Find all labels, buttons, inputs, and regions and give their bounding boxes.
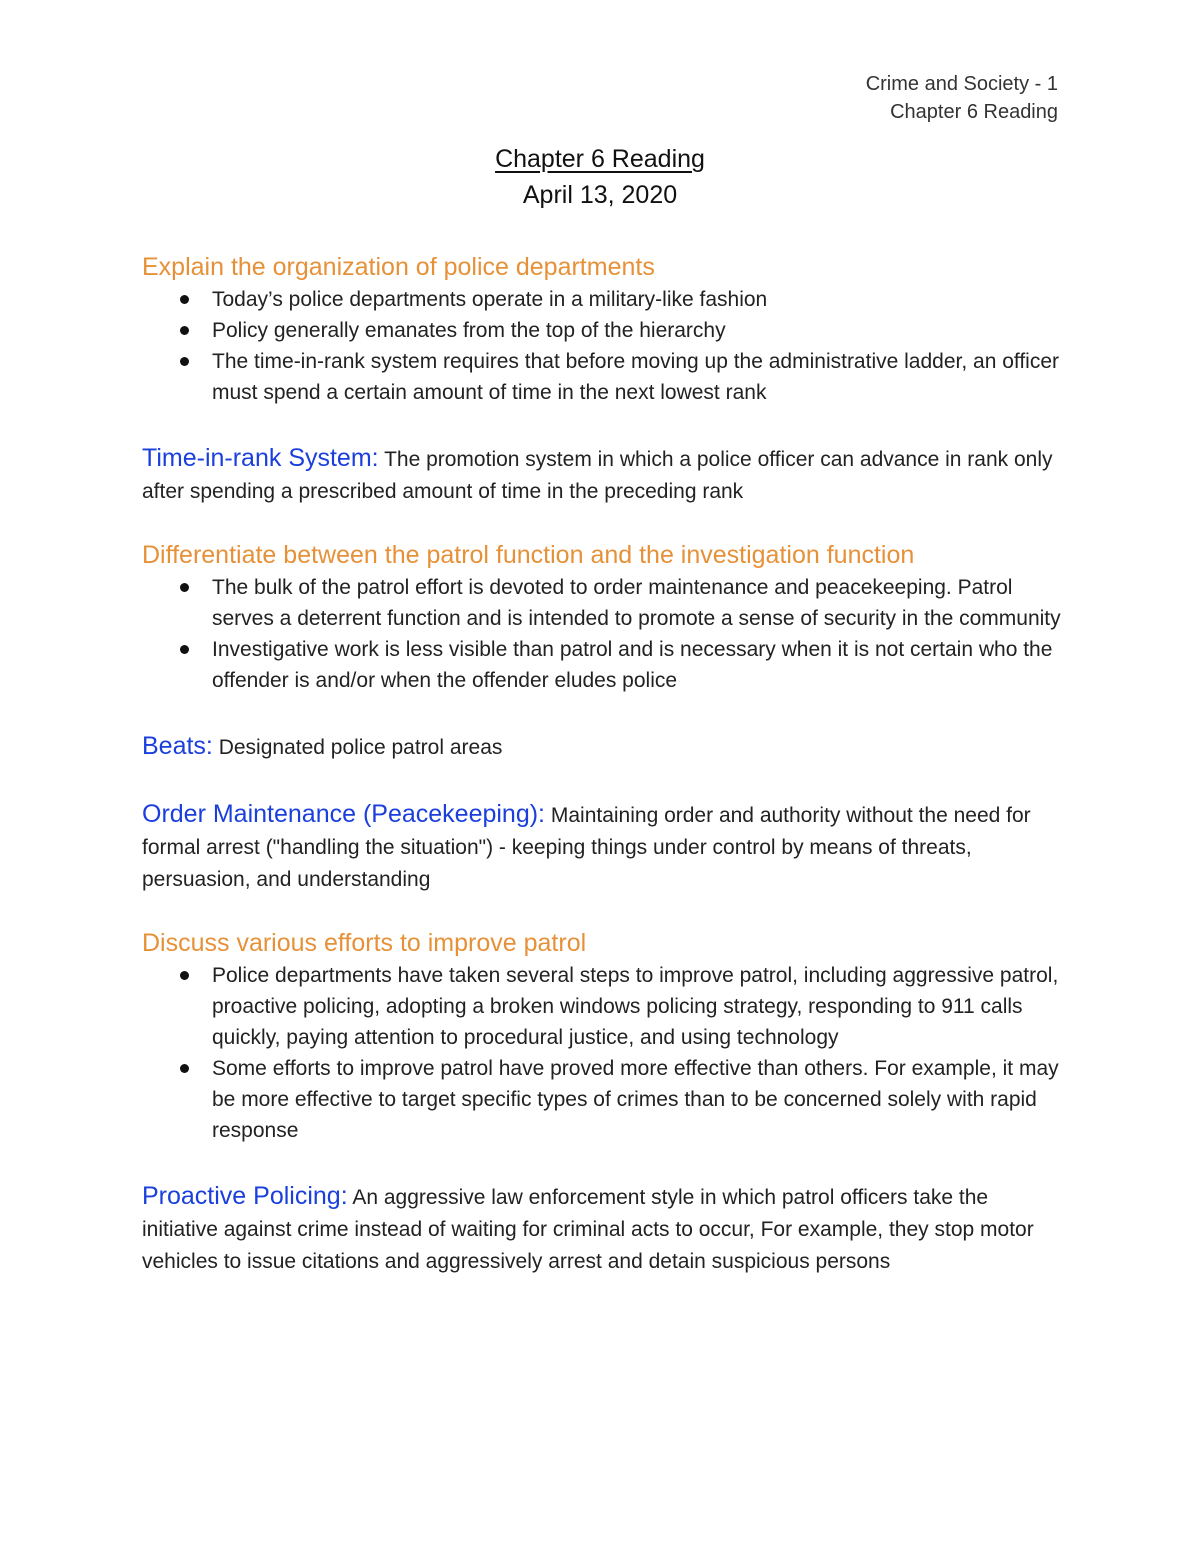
bullet-icon bbox=[180, 645, 189, 654]
list-item bbox=[142, 1053, 1062, 1146]
definition-term: Time-in-rank System: bbox=[142, 444, 379, 472]
bullet-icon bbox=[180, 1064, 189, 1073]
running-header bbox=[866, 70, 1058, 126]
section-heading-improve-patrol: Discuss various efforts to improve patrol bbox=[142, 929, 587, 957]
improve-bullet-list bbox=[142, 960, 1062, 1146]
section-heading-patrol: Differentiate between the patrol function and the investigation function bbox=[142, 541, 915, 569]
bullet-icon bbox=[180, 583, 189, 592]
bullet-text: Police departments have taken several steps to improve patrol, including aggressive patrol, proactive policing, adopting a broken windows policing strategy, responding to 911 calls quickly, paying attention to procedural justice, and using technology bbox=[212, 964, 1059, 1049]
bullet-icon bbox=[180, 295, 189, 304]
header-course: Crime and Society - 1 bbox=[865, 73, 1058, 95]
section-heading-organization: Explain the organization of police departments bbox=[142, 253, 655, 281]
definition-time-in-rank bbox=[142, 442, 1062, 508]
definition-term: Beats: bbox=[142, 732, 213, 760]
bullet-text: The bulk of the patrol effort is devoted to order maintenance and peacekeeping. Patrol serves a deterrent function and is intended to promote a sense of security in the community bbox=[212, 576, 1061, 630]
document-date: April 13, 2020 bbox=[522, 181, 678, 209]
definition-text: The promotion system in which a police officer can advance in rank only after spending a prescribed amount of time in the preceding rank bbox=[142, 448, 1053, 503]
document-title: Chapter 6 Reading bbox=[495, 145, 705, 173]
list-item bbox=[142, 572, 1062, 634]
bullet-icon bbox=[180, 971, 189, 980]
patrol-bullet-list bbox=[142, 572, 1062, 696]
definition-order-maintenance bbox=[142, 798, 1062, 896]
definition-term: Proactive Policing: bbox=[142, 1182, 348, 1210]
list-item bbox=[142, 284, 1062, 315]
organization-bullet-list bbox=[142, 284, 1062, 408]
bullet-text: Investigative work is less visible than patrol and is necessary when it is not certain who the offender is and/or when the offender eludes police bbox=[212, 638, 1053, 692]
bullet-text: Some efforts to improve patrol have proved more effective than others. For example, it may be more effective to target specific types of crimes than to be concerned solely with rapid response bbox=[212, 1057, 1059, 1142]
bullet-text: Today’s police departments operate in a military-like fashion bbox=[212, 288, 768, 311]
document-body bbox=[142, 250, 1062, 1278]
list-item bbox=[142, 634, 1062, 696]
definition-text: An aggressive law enforcement style in which patrol officers take the initiative against crime instead of waiting for criminal acts to occur, For example, they stop motor vehicles to issue citations and aggressively arrest and detain suspicious persons bbox=[142, 1186, 1034, 1273]
definition-term: Order Maintenance (Peacekeeping): bbox=[142, 800, 546, 828]
bullet-text: Policy generally emanates from the top of the hierarchy bbox=[212, 319, 726, 342]
bullet-icon bbox=[180, 326, 189, 335]
bullet-text: The time-in-rank system requires that before moving up the administrative ladder, an officer must spend a certain amount of time in the next lowest rank bbox=[212, 350, 1060, 404]
list-item bbox=[142, 315, 1062, 346]
header-chapter: Chapter 6 Reading bbox=[890, 101, 1058, 123]
title-block bbox=[0, 141, 1200, 213]
definition-text: Maintaining order and authority without the need for formal arrest ("handling the situation") - keeping things under control by means of threats, persuasion, and understanding bbox=[142, 804, 1031, 891]
bullet-icon bbox=[180, 357, 189, 366]
definition-proactive-policing bbox=[142, 1180, 1062, 1278]
definition-beats bbox=[142, 730, 1062, 764]
list-item bbox=[142, 346, 1062, 408]
definition-text: Designated police patrol areas bbox=[212, 736, 503, 759]
list-item bbox=[142, 960, 1062, 1053]
